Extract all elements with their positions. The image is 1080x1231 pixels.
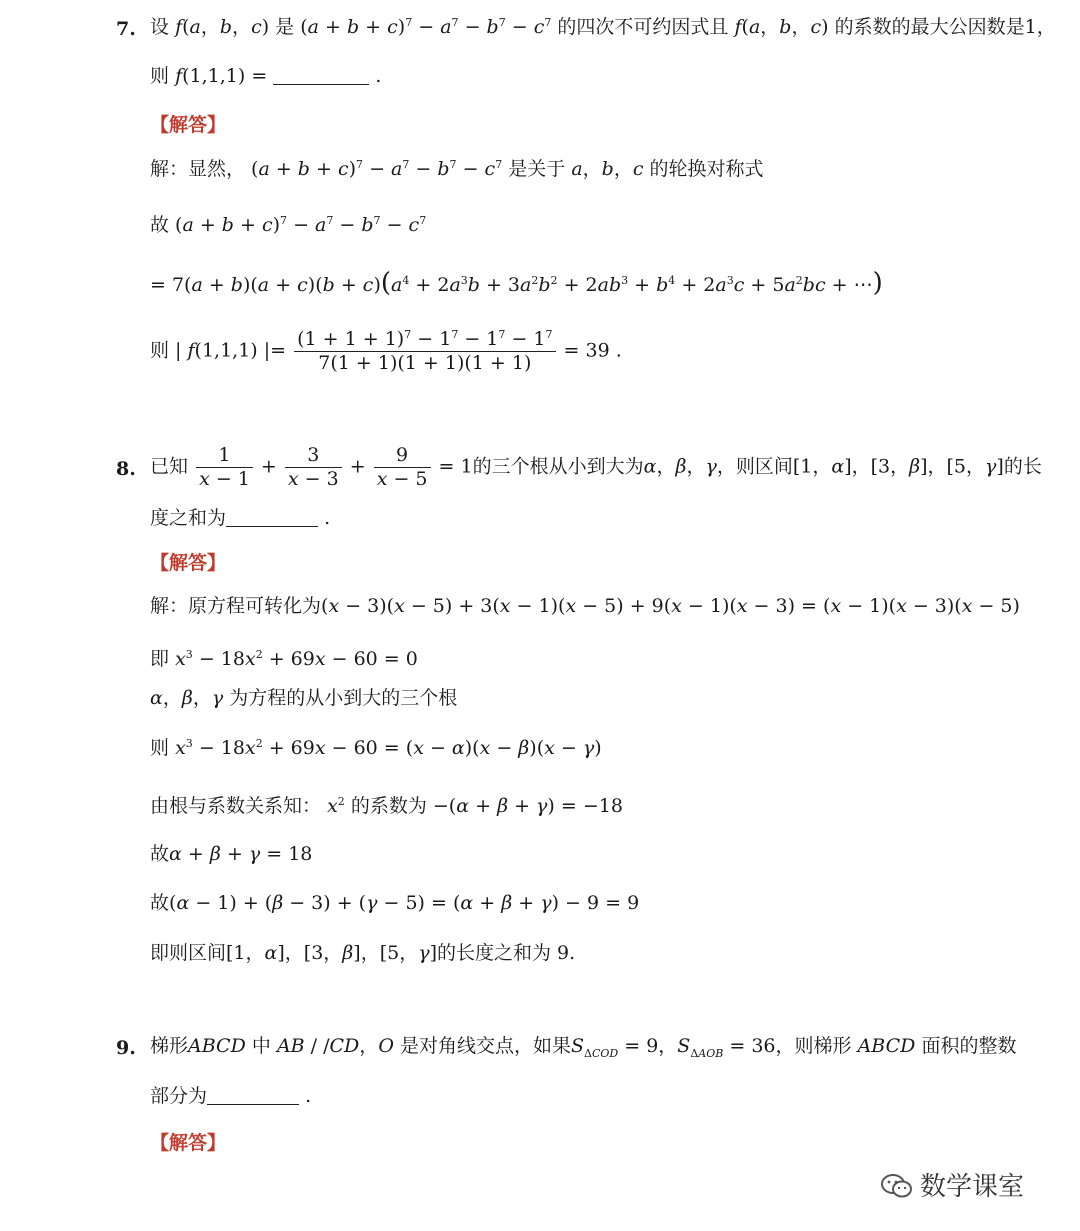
q7-solution-1: 解：显然， $(a + b + c)^7 - a^7 - b^7 - c^7$ 是关于 a，b，c 的轮换对称式 — [150, 158, 764, 180]
q8-text: 即 — [150, 648, 170, 670]
q9-number: 9. — [116, 1037, 136, 1059]
q8-solution-2: 即 $x^3 - 18x^2 + 69x - 60 = 0$ — [150, 648, 418, 670]
q7-answer-label: 【解答】 — [150, 114, 227, 136]
q7-text: 故 — [150, 214, 170, 236]
q7-text: 设 — [150, 16, 170, 38]
q8-text: ，则区间 — [716, 455, 793, 478]
q8-solution-3: α，β，γ 为方程的从小到大的三个根 — [150, 687, 458, 709]
watermark — [880, 1166, 1024, 1203]
q7-text: 是 — [275, 16, 295, 38]
fraction: $\frac{1}{x - 1}$ — [196, 446, 253, 489]
q8-number: 8. — [116, 458, 136, 480]
q7-line-2: 则 f(1,1,1) = . — [150, 65, 382, 87]
fraction: $\frac{(1 + 1 + 1)^7 - 1^7 - 1^7 - 1^7}{7(1 + 1)(1 + 1)(1 + 1)}$ — [294, 330, 555, 373]
answer-blank[interactable] — [207, 1086, 299, 1105]
q9-line-2 — [150, 1086, 311, 1106]
q8-solution-1: 解：原方程可转化为(x − 3)(x − 5) + 3(x − 1)(x − 5) + 9(x − 1)(x − 3) = (x − 1)(x − 3)(x − 5) — [150, 595, 1020, 617]
answer-blank[interactable] — [273, 66, 369, 85]
q8-text: 即则区间 — [150, 942, 227, 964]
q7-text: = 39 . — [563, 339, 622, 362]
q8-line-1: 已知 $\frac{1}{x - 1}$ + $\frac{3}{x - 3}$ + $\frac{9}{x - 5}$ = 1的三个根从小到大为α，β，γ，则区间[1，α]，[3，β]，[5，γ]的长 — [150, 444, 1042, 490]
watermark-text: 数学课室 — [920, 1172, 1025, 1202]
q7-text: 则 — [150, 65, 170, 87]
q8-text: . — [324, 507, 331, 529]
q8-line-2 — [150, 508, 330, 528]
q9-text: 面积的整数 — [921, 1035, 1017, 1057]
q7-text: 1， — [1024, 16, 1056, 38]
wechat-icon — [880, 1173, 914, 1199]
q7-text: 的系数的最大公因数是 — [834, 16, 1025, 38]
q8-text: 的系数为 — [350, 795, 427, 817]
q7-number: 7. — [116, 18, 136, 40]
fraction: $\frac{9}{x - 5}$ — [374, 446, 431, 489]
q8-answer-label: 【解答】 — [150, 552, 227, 574]
q8-text: 度之和为 — [150, 507, 227, 529]
q8-solution-6: 故α + β + γ = 18 — [150, 843, 313, 865]
q8-text: 解：原方程可转化为 — [150, 595, 322, 617]
q8-solution-4: 则 $x^3 - 18x^2 + 69x - 60 = (x - \alpha)(x - \beta)(x - \gamma)$ — [150, 737, 602, 759]
q7-text: 则 — [150, 339, 170, 362]
q9-text: 梯形 — [150, 1035, 189, 1057]
q8-solution-5: 由根与系数关系知： $x^2$ 的系数为 −(α + β + γ) = −18 — [150, 795, 623, 817]
q9-text: . — [305, 1085, 312, 1107]
q9-text: 部分为 — [150, 1085, 208, 1107]
q9-line-1: 梯形ABCD 中 AB / /CD，O 是对角线交点，如果$S_{\Delta COD} = 9$，$S_{\Delta AOB} = 36$，则梯形 ABCD 面积的整数 — [150, 1035, 1017, 1060]
q7-text: 是关于 — [508, 158, 566, 180]
q7-solution-4: 则 | f(1,1,1) |= $\frac{(1 + 1 + 1)^7 - 1^7 - 1^7 - 1^7}{7(1 + 1)(1 + 1)(1 + 1)}$ = 39 . — [150, 328, 622, 374]
q7-text: . — [375, 65, 382, 87]
fraction: $\frac{3}{x - 3}$ — [285, 446, 342, 489]
q8-text: 则 — [150, 737, 170, 759]
q7-text: 的四次不可约因式且 — [557, 16, 729, 38]
q7-solution-3: = $7(a + b)(a + c)(b + c)(a^4 + 2a^3b + 3a^2b^2 + 2ab^3 + b^4 + 2a^3c + 5a^2bc$ + ⋯) — [150, 268, 883, 298]
q8-solution-8: 即则区间[1，α]，[3，β]，[5，γ]的长度之和为 9. — [150, 942, 576, 964]
answer-blank[interactable] — [226, 508, 318, 527]
q7-line-1: 设 f(a，b，c) 是 $(a + b + c)^7 - a^7 - b^7 - c^7$ 的四次不可约因式且 f(a，b，c) 的系数的最大公因数是1， — [150, 16, 1056, 38]
q9-text: 中 — [251, 1035, 271, 1057]
q8-text: 由根与系数关系知： — [150, 795, 322, 817]
q8-text: 的长 — [1003, 455, 1042, 478]
q8-text: 故 — [150, 843, 170, 865]
q8-text: 的长度之和为 9. — [436, 942, 576, 964]
q8-text: 的三个根从小到大为 — [472, 455, 644, 478]
q8-text: 为方程的从小到大的三个根 — [229, 687, 458, 709]
q7-solution-2: 故 $(a + b + c)^7 - a^7 - b^7 - c^7$ — [150, 214, 427, 236]
q8-text: 已知 — [150, 455, 189, 478]
q8-solution-7: 故(α − 1) + (β − 3) + (γ − 5) = (α + β + γ) − 9 = 9 — [150, 892, 640, 914]
q8-text: 故 — [150, 892, 170, 914]
q7-text: 解：显然， — [150, 158, 246, 180]
q9-text: ，则梯形 — [775, 1035, 852, 1057]
q7-text: 的轮换对称式 — [649, 158, 764, 180]
q9-text: 是对角线交点，如果 — [399, 1035, 571, 1057]
q9-answer-label: 【解答】 — [150, 1132, 227, 1154]
